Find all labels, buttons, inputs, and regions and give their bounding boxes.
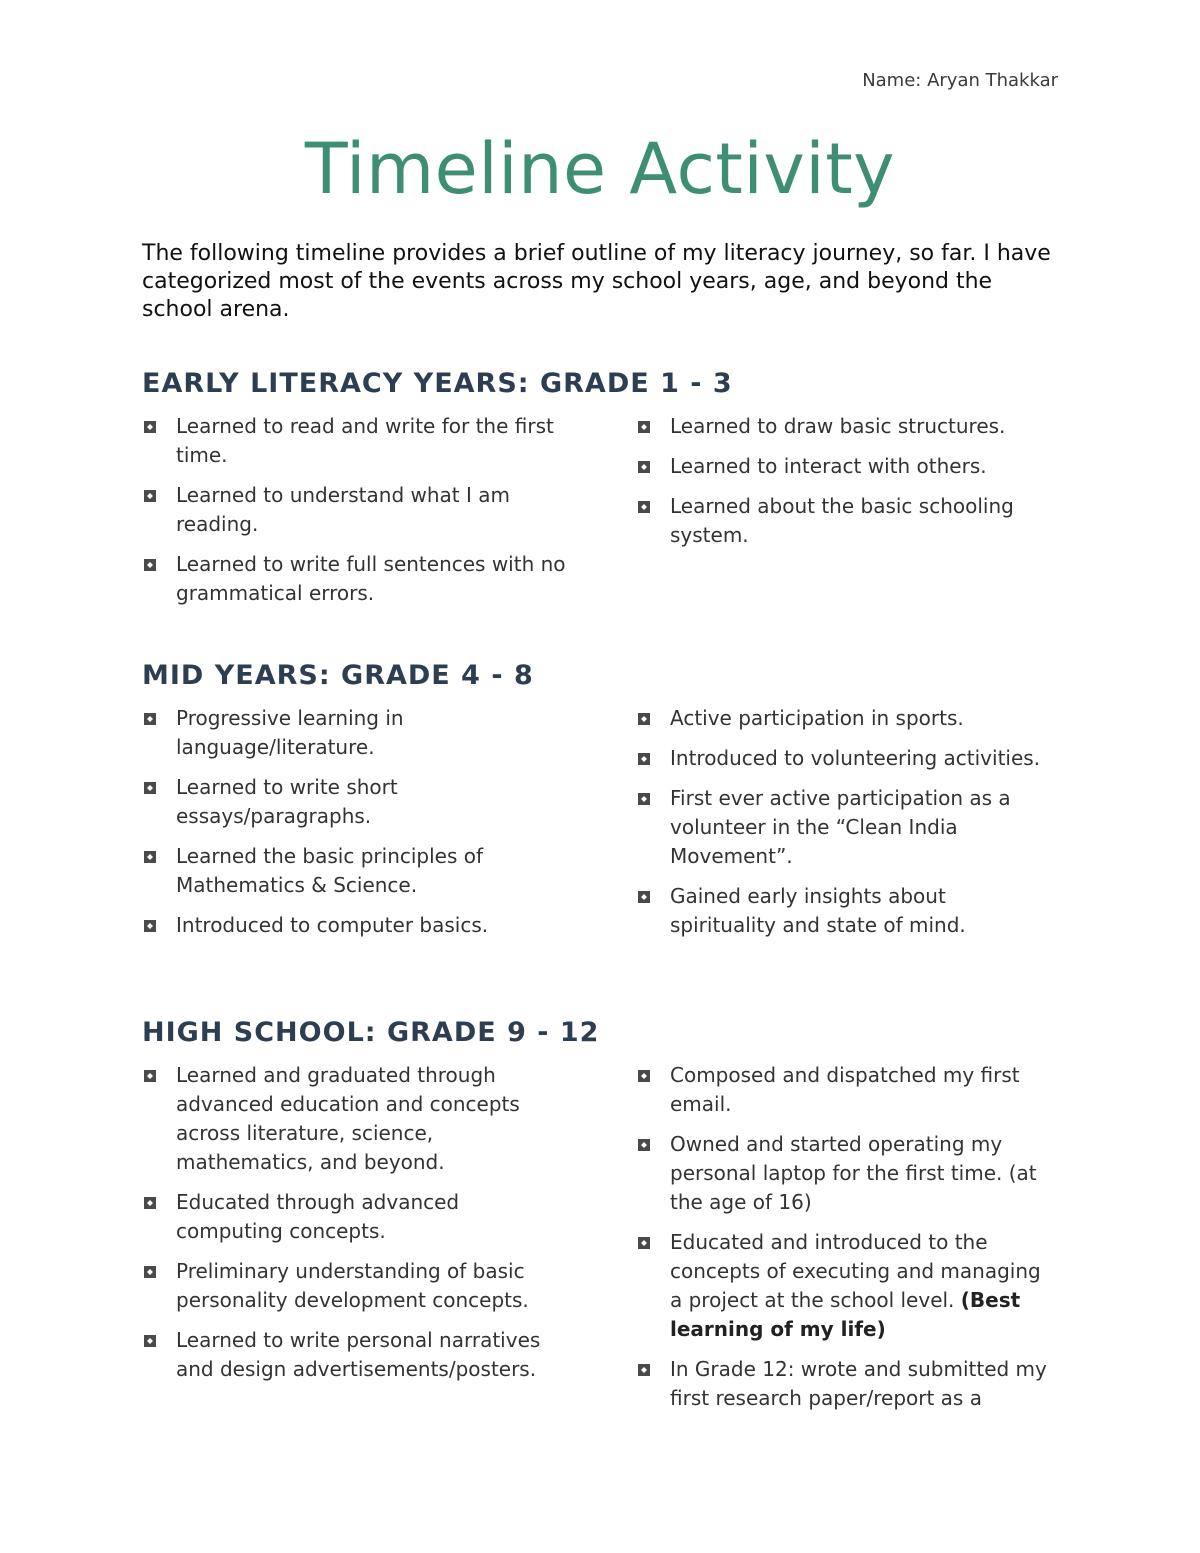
bullet-icon: [144, 1070, 156, 1082]
list-item: Learned to write personal narratives and design advertisements/posters.: [142, 1326, 636, 1384]
list-item: Learned to write short essays/paragraphs.: [142, 773, 636, 831]
list-item: Learned to draw basic structures.: [636, 412, 1056, 441]
bullet-icon: [638, 461, 650, 473]
list-item: Learned to understand what I am reading.: [142, 481, 636, 539]
intro-paragraph: The following timeline provides a brief outline of my literacy journey, so far. I have categorized most of the events across my school years, age, and beyond the school arena.: [142, 241, 1051, 322]
list-item: Composed and dispatched my first email.: [636, 1061, 1056, 1119]
bullet-icon: [144, 920, 156, 932]
list-item: Learned to interact with others.: [636, 452, 1056, 481]
section-heading: EARLY LITERACY YEARS: GRADE 1 - 3: [142, 368, 733, 399]
left-column: [142, 704, 636, 951]
section-mid-years: [142, 656, 1062, 951]
list-item: Learned and graduated through advanced education and concepts across literature, science, mathematics, and beyond.: [142, 1061, 636, 1177]
section-heading: MID YEARS: GRADE 4 - 8: [142, 660, 534, 691]
bullet-icon: [638, 1070, 650, 1082]
bullet-icon: [144, 1197, 156, 1209]
bullet-icon: [638, 1364, 650, 1376]
bullet-icon: [638, 753, 650, 765]
list-item: Learned to write full sentences with no grammatical errors.: [142, 550, 636, 608]
section-high-school: [142, 1013, 1062, 1424]
bullet-icon: [638, 501, 650, 513]
bullet-icon: [638, 713, 650, 725]
list-item: In Grade 12: wrote and submitted my first research paper/report as a: [636, 1355, 1056, 1413]
list-item: Educated and introduced to the concepts of executing and managing a project at the school level. (Best learning of my life): [636, 1228, 1056, 1344]
right-column: [636, 704, 1056, 951]
section-heading: HIGH SCHOOL: GRADE 9 - 12: [142, 1017, 600, 1048]
right-column: [636, 412, 1056, 619]
list-item: Introduced to computer basics.: [142, 911, 636, 940]
list-item: Introduced to volunteering activities.: [636, 744, 1056, 773]
page-title: Timeline Activity: [304, 128, 896, 210]
bullet-icon: [638, 1139, 650, 1151]
right-column: [636, 1061, 1056, 1424]
list-item: Owned and started operating my personal laptop for the first time. (at the age of 16): [636, 1130, 1056, 1217]
list-item: Preliminary understanding of basic personality development concepts.: [142, 1257, 636, 1315]
list-item: Active participation in sports.: [636, 704, 1056, 733]
bullet-icon: [144, 851, 156, 863]
bullet-icon: [144, 559, 156, 571]
list-item: Gained early insights about spirituality and state of mind.: [636, 882, 1056, 940]
section-early-literacy: [142, 364, 1062, 619]
bullet-icon: [638, 891, 650, 903]
list-item: Learned to read and write for the first time.: [142, 412, 636, 470]
bullet-icon: [638, 1237, 650, 1249]
list-item: First ever active participation as a volunteer in the “Clean India Movement”.: [636, 784, 1056, 871]
bullet-icon: [144, 1335, 156, 1347]
list-item: Learned about the basic schooling system.: [636, 492, 1056, 550]
bullet-icon: [638, 793, 650, 805]
list-item: Educated through advanced computing concepts.: [142, 1188, 636, 1246]
bullet-icon: [144, 1266, 156, 1278]
bullet-icon: [144, 421, 156, 433]
list-item: Progressive learning in language/literature.: [142, 704, 636, 762]
bullet-icon: [144, 782, 156, 794]
left-column: [142, 1061, 636, 1424]
bullet-icon: [144, 713, 156, 725]
bullet-icon: [144, 490, 156, 502]
author-name: Name: Aryan Thakkar: [862, 70, 1058, 91]
emphasis-text: (Best learning of my life): [670, 1288, 1021, 1341]
list-item: Learned the basic principles of Mathematics & Science.: [142, 842, 636, 900]
left-column: [142, 412, 636, 619]
bullet-icon: [638, 421, 650, 433]
